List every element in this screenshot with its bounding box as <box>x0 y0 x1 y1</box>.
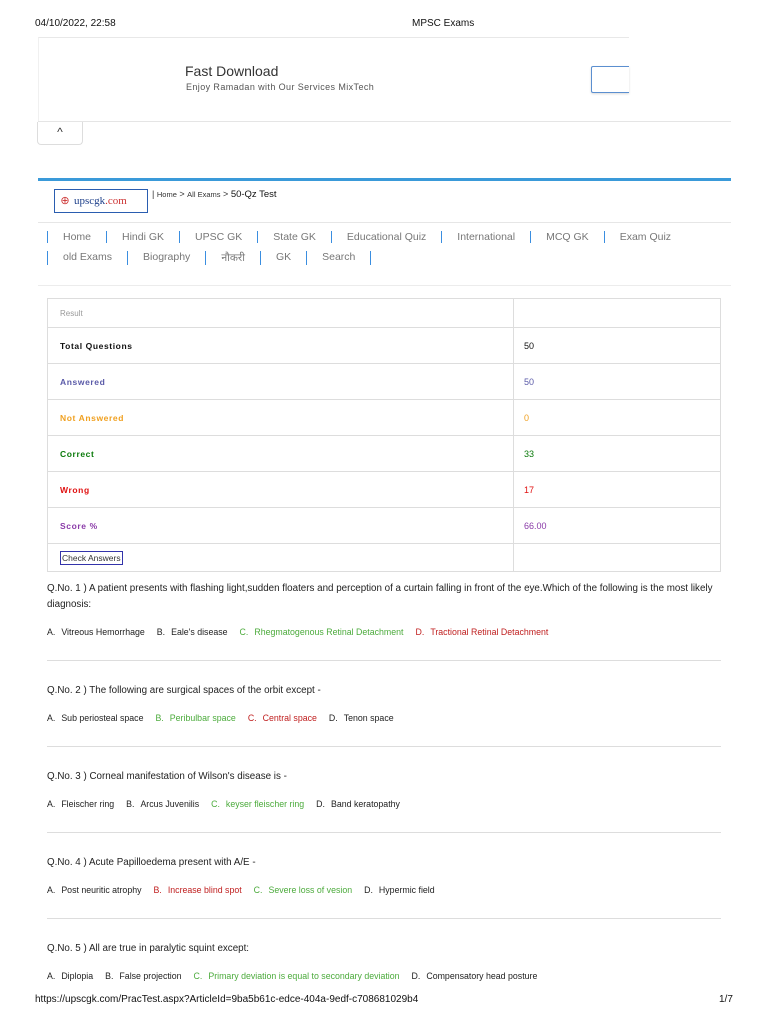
option-c[interactable] <box>211 799 310 809</box>
question-number: Q.No. 5 ) <box>47 943 87 954</box>
breadcrumb-home[interactable]: Home <box>156 190 177 199</box>
option-label: D. <box>364 885 373 895</box>
option-text: Band keratopathy <box>330 799 400 809</box>
question-options <box>47 971 549 981</box>
breadcrumb-arrow: > <box>179 189 185 199</box>
result-header-empty <box>514 299 721 328</box>
question-body: A patient presents with flashing light,sudden floaters and perception of a curtain falling in front of the eye.Which of the following is the most likely diagnosis: <box>47 583 713 610</box>
nav-biography[interactable]: Biography <box>127 251 205 265</box>
score-value: 66.00 <box>514 508 721 544</box>
option-text: Vitreous Hemorrhage <box>61 627 145 637</box>
question-body: Corneal manifestation of Wilson's disease is - <box>89 771 287 782</box>
wrong-value: 17 <box>514 472 721 508</box>
nav-search[interactable]: Search <box>306 251 371 265</box>
option-b[interactable] <box>154 885 248 895</box>
answered-value: 50 <box>514 364 721 400</box>
question-options <box>47 885 447 895</box>
total-row <box>48 328 721 364</box>
question-options <box>47 713 406 723</box>
option-b[interactable] <box>126 799 205 809</box>
wrong-row <box>48 472 721 508</box>
nav-home[interactable]: Home <box>47 231 106 243</box>
option-a[interactable] <box>47 627 151 637</box>
option-label: A. <box>47 885 56 895</box>
site-logo[interactable] <box>54 189 148 213</box>
ad-banner[interactable] <box>38 37 629 122</box>
option-a[interactable] <box>47 799 120 809</box>
question-number: Q.No. 4 ) <box>47 857 87 868</box>
option-c[interactable] <box>240 627 410 637</box>
option-text: Increase blind spot <box>167 885 242 895</box>
breadcrumb-current: 50-Qz Test <box>230 189 277 200</box>
option-label: D. <box>328 713 338 723</box>
correct-row <box>48 436 721 472</box>
option-text: Post neuritic atrophy <box>61 885 142 895</box>
nav-international[interactable]: International <box>441 231 530 243</box>
answered-label: Answered <box>48 364 514 400</box>
question-divider <box>47 660 721 661</box>
option-c[interactable] <box>194 971 406 981</box>
nav-mcq-gk[interactable]: MCQ GK <box>530 231 604 243</box>
option-label: B. <box>153 885 162 895</box>
option-a[interactable] <box>47 885 148 895</box>
option-c[interactable] <box>254 885 358 895</box>
option-text: Central space <box>262 713 317 723</box>
option-text: Tractional Retinal Detachment <box>430 627 549 637</box>
option-label: B. <box>156 627 166 637</box>
print-page-number: 1/7 <box>719 994 733 1005</box>
print-datetime: 04/10/2022, 22:58 <box>35 18 116 29</box>
not-answered-row <box>48 400 721 436</box>
option-label: B. <box>126 799 135 809</box>
ad-action-button[interactable] <box>591 66 629 93</box>
nav-upsc-gk[interactable]: UPSC GK <box>179 231 257 243</box>
option-d[interactable] <box>329 713 400 723</box>
nav-hindi-gk[interactable]: Hindi GK <box>106 231 179 243</box>
option-d[interactable] <box>316 799 406 809</box>
option-text: Sub periosteal space <box>61 713 144 723</box>
option-b[interactable] <box>105 971 187 981</box>
option-label: B. <box>155 713 164 723</box>
breadcrumb <box>152 189 277 200</box>
option-text: Compensatory head posture <box>426 971 538 981</box>
print-url: https://upscgk.com/PracTest.aspx?ArticleId=9ba5b61c-edce-404a-9edf-c708681029b4 <box>35 994 419 1005</box>
check-answers-row <box>48 544 721 572</box>
option-d[interactable] <box>412 971 544 981</box>
logo-domain: .com <box>105 195 127 207</box>
nav-state-gk[interactable]: State GK <box>257 231 331 243</box>
option-label: C. <box>211 799 220 809</box>
option-c[interactable] <box>248 713 323 723</box>
not-answered-label: Not Answered <box>48 400 514 436</box>
option-text: Severe loss of vesion <box>268 885 353 895</box>
option-a[interactable] <box>47 971 99 981</box>
option-label: C. <box>239 627 249 637</box>
breadcrumb-all-exams[interactable]: All Exams <box>187 190 221 199</box>
option-text: Primary deviation is equal to secondary deviation <box>208 971 400 981</box>
ad-subtitle: Enjoy Ramadan with Our Services MixTech <box>186 82 375 92</box>
option-d[interactable] <box>364 885 441 895</box>
option-label: A. <box>47 627 56 637</box>
option-label: C. <box>247 713 257 723</box>
option-label: A. <box>47 799 56 809</box>
nav-naukri[interactable]: नौकरी <box>205 251 260 265</box>
check-answers-button[interactable]: Check Answers <box>62 552 121 563</box>
option-text: Eale's disease <box>171 627 228 637</box>
question-text <box>47 683 727 699</box>
question-body: All are true in paralytic squint except: <box>88 943 250 954</box>
not-answered-value: 0 <box>514 400 721 436</box>
option-text: Peribulbar space <box>169 713 236 723</box>
logo-icon: ⊕ <box>60 195 70 207</box>
option-text: Fleischer ring <box>61 799 115 809</box>
question-number: Q.No. 1 ) <box>47 583 87 594</box>
nav-old-exams[interactable]: old Exams <box>47 251 127 265</box>
option-text: Tenon space <box>343 713 394 723</box>
nav-exam-quiz[interactable]: Exam Quiz <box>604 231 686 243</box>
result-header: Result <box>48 299 514 328</box>
ad-title[interactable]: Fast Download <box>185 63 279 79</box>
wrong-label: Wrong <box>48 472 514 508</box>
check-answers-cell <box>48 544 514 572</box>
question-options <box>47 627 560 637</box>
option-label: C. <box>193 971 203 981</box>
nav-bottom-divider <box>38 285 731 286</box>
option-b[interactable] <box>157 627 234 637</box>
option-label: A. <box>47 713 56 723</box>
nav-divider <box>38 222 731 223</box>
option-d[interactable] <box>416 627 555 637</box>
total-questions-value: 50 <box>514 328 721 364</box>
nav-menu-row-1 <box>47 231 686 243</box>
score-label: Score % <box>48 508 514 544</box>
option-b[interactable] <box>155 713 241 723</box>
correct-value: 33 <box>514 436 721 472</box>
option-label: D. <box>415 627 425 637</box>
ad-divider <box>38 121 731 122</box>
nav-gk[interactable]: GK <box>260 251 306 265</box>
option-a[interactable] <box>47 713 149 723</box>
question-text <box>47 581 727 613</box>
option-text: Arcus Juvenilis <box>140 799 200 809</box>
option-label: C. <box>253 885 263 895</box>
nav-educational-quiz[interactable]: Educational Quiz <box>331 231 441 243</box>
question-text <box>47 855 727 871</box>
question-text <box>47 769 727 785</box>
option-label: B. <box>105 971 114 981</box>
question-text <box>47 941 727 957</box>
breadcrumb-separator: | <box>152 189 155 199</box>
question-number: Q.No. 3 ) <box>47 771 87 782</box>
ad-collapse-button[interactable] <box>37 122 83 145</box>
option-text: keyser fleischer ring <box>225 799 305 809</box>
option-text: Rhegmatogenous Retinal Detachment <box>254 627 404 637</box>
logo-text: upscgk <box>74 195 106 207</box>
result-header-row <box>48 299 721 328</box>
question-body: Acute Papilloedema present with A/E - <box>88 857 256 868</box>
option-text: False projection <box>119 971 182 981</box>
breadcrumb-arrow: > <box>223 189 229 199</box>
nav-menu-row-2 <box>47 251 371 265</box>
print-title: MPSC Exams <box>412 18 475 29</box>
chevron-up-icon: ^ <box>57 125 63 139</box>
option-text: Hypermic field <box>378 885 435 895</box>
score-row <box>48 508 721 544</box>
question-divider <box>47 918 721 919</box>
check-answers-empty <box>514 544 721 572</box>
question-divider <box>47 832 721 833</box>
correct-label: Correct <box>48 436 514 472</box>
option-label: D. <box>316 799 325 809</box>
total-questions-label: Total Questions <box>48 328 514 364</box>
question-options <box>47 799 412 809</box>
option-label: D. <box>411 971 421 981</box>
result-table <box>47 298 721 572</box>
question-number: Q.No. 2 ) <box>47 685 87 696</box>
option-text: Diplopia <box>61 971 94 981</box>
question-body: The following are surgical spaces of the orbit except - <box>89 685 321 696</box>
answered-row <box>48 364 721 400</box>
header-accent-bar <box>38 178 731 181</box>
option-label: A. <box>47 971 56 981</box>
question-divider <box>47 746 721 747</box>
